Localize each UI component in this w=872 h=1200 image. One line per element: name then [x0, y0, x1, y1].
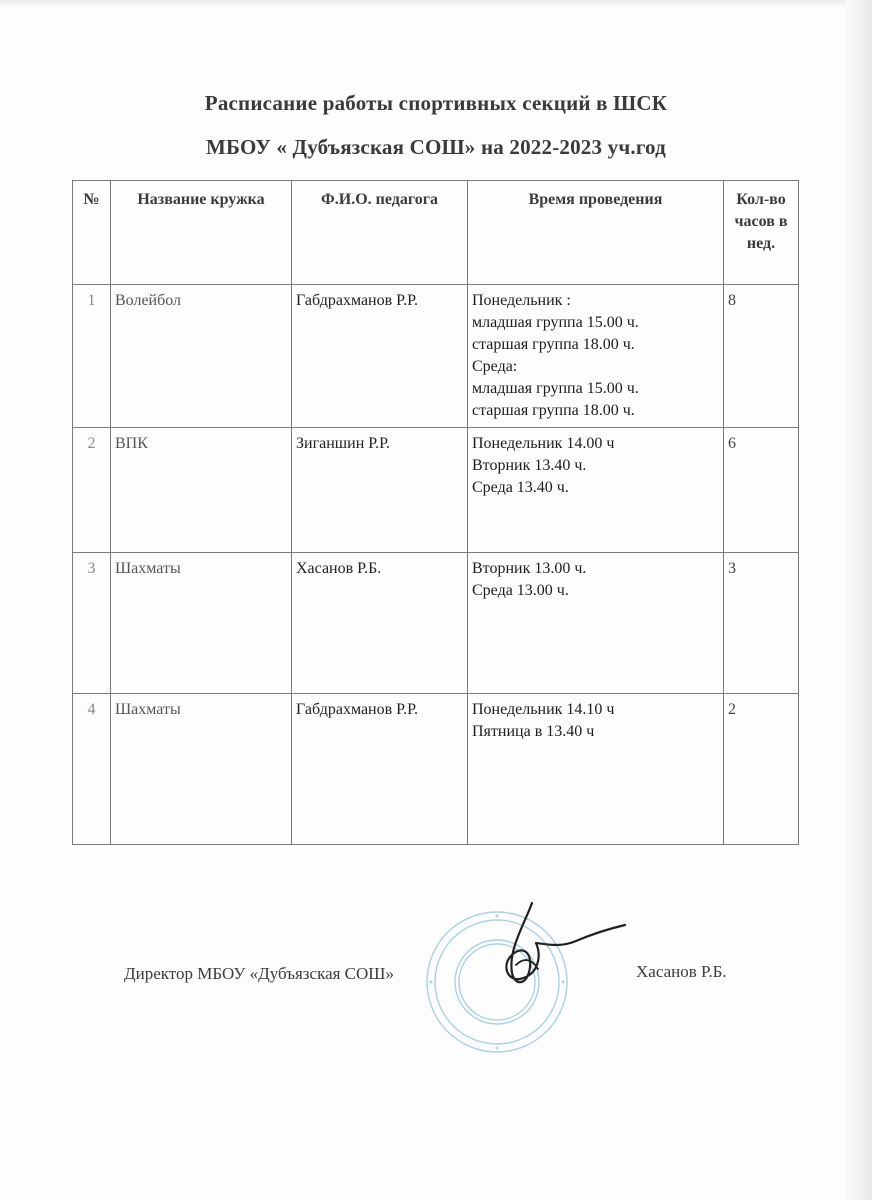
- time-line: Пятница в 13.40 ч: [472, 723, 595, 740]
- cell-teacher: Хасанов Р.Б.: [292, 553, 468, 694]
- cell-num: 2: [73, 428, 111, 553]
- cell-time: [468, 553, 724, 694]
- cell-hours: 8: [724, 285, 799, 428]
- time-line: старшая группа 18.00 ч.: [472, 336, 635, 353]
- header-teacher: Ф.И.О. педагога: [292, 181, 468, 285]
- header-num: №: [73, 181, 111, 285]
- table-row: [73, 694, 799, 845]
- table-row: [73, 428, 799, 553]
- header-name: Название кружка: [111, 181, 292, 285]
- cell-time: [468, 285, 724, 428]
- cell-name: ВПК: [111, 428, 292, 553]
- cell-name: Шахматы: [111, 553, 292, 694]
- time-line: Среда 13.00 ч.: [472, 582, 569, 599]
- cell-teacher: Габдрахманов Р.Р.: [292, 285, 468, 428]
- cell-name: Шахматы: [111, 694, 292, 845]
- table-row: [73, 285, 799, 428]
- page-shadow-top: [0, 0, 872, 8]
- cell-num: 4: [73, 694, 111, 845]
- director-role: Директор МБОУ «Дубъязская СОШ»: [124, 964, 394, 983]
- schedule-table: [72, 180, 799, 845]
- cell-hours: 6: [724, 428, 799, 553]
- cell-teacher: Зиганшин Р.Р.: [292, 428, 468, 553]
- document-title-line2: МБОУ « Дубъязская СОШ» на 2022-2023 уч.год: [206, 135, 666, 159]
- table-row: [73, 553, 799, 694]
- time-line: младшая группа 15.00 ч.: [472, 314, 639, 331]
- time-line: Понедельник 14.10 ч: [472, 701, 615, 718]
- time-line: Среда:: [472, 358, 518, 375]
- cell-num: 1: [73, 285, 111, 428]
- cell-time: [468, 428, 724, 553]
- cell-hours: 2: [724, 694, 799, 845]
- cell-time: [468, 694, 724, 845]
- header-time: Время проведения: [468, 181, 724, 285]
- table-header-row: [73, 181, 799, 285]
- cell-num: 3: [73, 553, 111, 694]
- header-hours: Кол-во часов в нед.: [724, 181, 799, 285]
- document-title-line1: Расписание работы спортивных секций в ШСК: [204, 91, 668, 115]
- director-signature: [480, 895, 630, 995]
- time-line: Вторник 13.00 ч.: [472, 560, 587, 577]
- time-line: Понедельник 14.00 ч: [472, 435, 615, 452]
- time-line: Вторник 13.40 ч.: [472, 457, 587, 474]
- time-line: Понедельник :: [472, 292, 571, 309]
- cell-teacher: Габдрахманов Р.Р.: [292, 694, 468, 845]
- time-line: младшая группа 15.00 ч.: [472, 380, 639, 397]
- cell-name: Волейбол: [111, 285, 292, 428]
- cell-hours: 3: [724, 553, 799, 694]
- director-name: Хасанов Р.Б.: [636, 962, 727, 981]
- time-line: старшая группа 18.00 ч.: [472, 402, 635, 419]
- time-line: Среда 13.40 ч.: [472, 479, 569, 496]
- page-shadow-right: [846, 0, 872, 1200]
